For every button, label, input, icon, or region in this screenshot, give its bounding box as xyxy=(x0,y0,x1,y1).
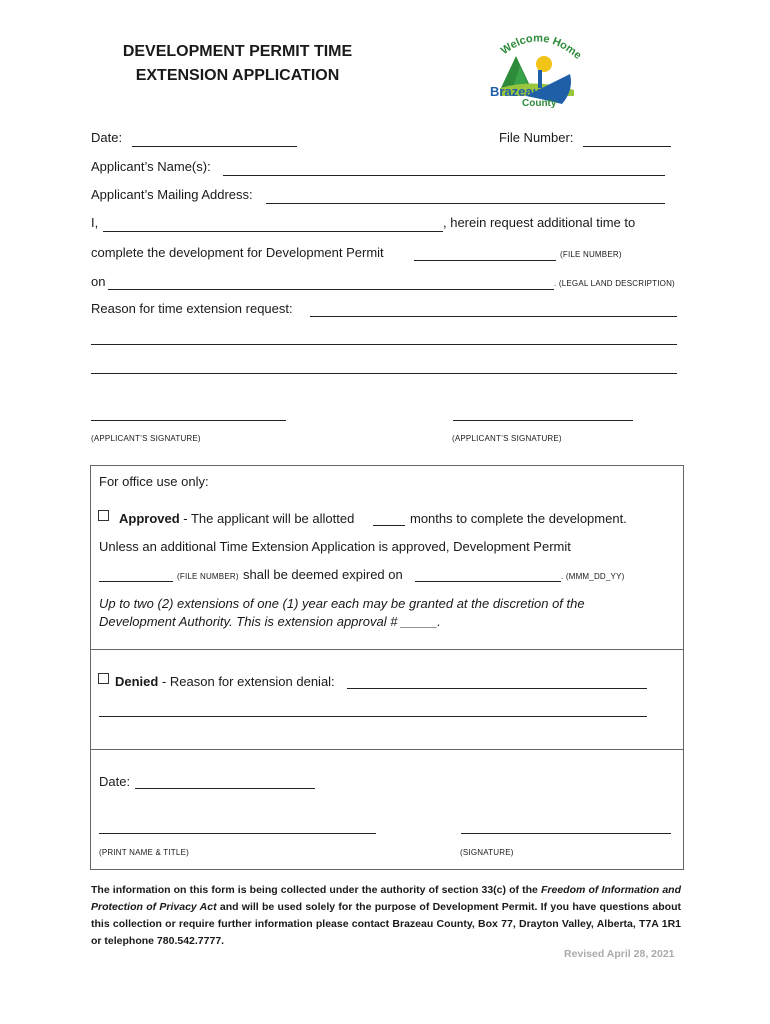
applicant-names-field[interactable] xyxy=(223,175,665,176)
office-use-box xyxy=(90,465,684,870)
print-name-caption: (PRINT NAME & TITLE) xyxy=(99,848,189,857)
date-label: Date: xyxy=(91,130,123,145)
reason-field-2[interactable] xyxy=(91,344,677,345)
date-field[interactable] xyxy=(132,146,297,147)
denial-reason-field-1[interactable] xyxy=(347,688,647,689)
on-label: on xyxy=(91,274,106,289)
expiry-date-field[interactable] xyxy=(415,581,561,582)
mailing-address-field[interactable] xyxy=(266,203,665,204)
months-field[interactable] xyxy=(373,525,405,526)
applicant-signature-field-1[interactable] xyxy=(91,420,286,421)
legal-land-caption: . (LEGAL LAND DESCRIPTION) xyxy=(554,279,675,288)
date-format-caption: . (MMM_DD_YY) xyxy=(561,572,625,581)
applicant-signature-caption-1: (APPLICANT’S SIGNATURE) xyxy=(91,434,201,443)
logo-welcome-text: Welcome Home xyxy=(498,32,584,62)
logo-sun xyxy=(536,56,552,72)
i-label: I, xyxy=(91,215,99,230)
title-line-2: EXTENSION APPLICATION xyxy=(135,67,340,84)
request-text: , herein request additional time to xyxy=(443,215,636,230)
applicant-signature-caption-2: (APPLICANT’S SIGNATURE) xyxy=(452,434,562,443)
revised-date: Revised April 28, 2021 xyxy=(564,948,675,960)
applicant-names-label: Applicant’s Name(s): xyxy=(91,159,211,174)
privacy-text-b: and will be used solely for the purpose of Development Permit. If you have questions about this collection or require further information please contact Brazeau County, Box 77, Drayton Valley, Alberta, T7A 1R1 or telephone 780.542.7777. xyxy=(91,901,681,947)
office-date-label: Date: xyxy=(99,774,131,789)
denied-line xyxy=(115,674,335,689)
logo-name-line1: Brazeau xyxy=(490,84,541,99)
office-divider-1 xyxy=(91,649,683,650)
denied-label: Denied xyxy=(115,674,159,689)
logo-name-line2: County xyxy=(522,98,557,109)
mailing-address-label: Applicant’s Mailing Address: xyxy=(91,187,253,202)
approved-checkbox[interactable] xyxy=(98,510,109,521)
page-title xyxy=(100,40,375,88)
privacy-notice xyxy=(91,882,681,950)
extensions-line-1: Up to two (2) extensions of one (1) year each may be granted at the discretion of the xyxy=(99,596,585,611)
privacy-text-a: The information on this form is being collected under the authority of section 33(c) of the xyxy=(91,884,541,896)
office-divider-2 xyxy=(91,749,683,750)
denial-reason-field-2[interactable] xyxy=(99,716,647,717)
legal-land-field[interactable] xyxy=(108,289,554,290)
applicant-signature-field-2[interactable] xyxy=(453,420,633,421)
denied-text: - Reason for extension denial: xyxy=(158,674,335,689)
denied-checkbox[interactable] xyxy=(98,673,109,684)
deemed-text: shall be deemed expired on xyxy=(243,567,403,582)
reason-label: Reason for time extension request: xyxy=(91,301,293,316)
unless-text: Unless an additional Time Extension Application is approved, Development Permit xyxy=(99,539,571,554)
brazeau-county-logo xyxy=(486,30,586,120)
approved-line xyxy=(119,511,354,526)
permit-file-number-field[interactable] xyxy=(414,260,556,261)
title-line-1: DEVELOPMENT PERMIT TIME xyxy=(122,43,353,60)
reason-field-3[interactable] xyxy=(91,373,677,374)
office-signature-field[interactable] xyxy=(461,833,671,834)
approved-text-b: months to complete the development. xyxy=(410,511,627,526)
file-number-caption: (FILE NUMBER) xyxy=(560,250,622,259)
extensions-line-2: Development Authority. This is extension approval # _____. xyxy=(99,614,441,629)
office-heading: For office use only: xyxy=(99,474,209,489)
office-date-field[interactable] xyxy=(135,788,315,789)
approved-label: Approved xyxy=(119,511,180,526)
reason-field-1[interactable] xyxy=(310,316,677,317)
office-signature-caption: (SIGNATURE) xyxy=(460,848,514,857)
privacy-act-name: Freedom of Information and Protection of Privacy Act xyxy=(91,884,681,913)
file-number-label: File Number: xyxy=(499,130,574,145)
applicant-name-field[interactable] xyxy=(103,231,443,232)
print-name-field[interactable] xyxy=(99,833,376,834)
office-file-number-caption: (FILE NUMBER) xyxy=(177,572,239,581)
complete-text: complete the development for Development Permit xyxy=(91,245,384,260)
approved-text-a: - The applicant will be allotted xyxy=(179,511,355,526)
file-number-field[interactable] xyxy=(583,146,671,147)
office-file-number-field[interactable] xyxy=(99,581,173,582)
